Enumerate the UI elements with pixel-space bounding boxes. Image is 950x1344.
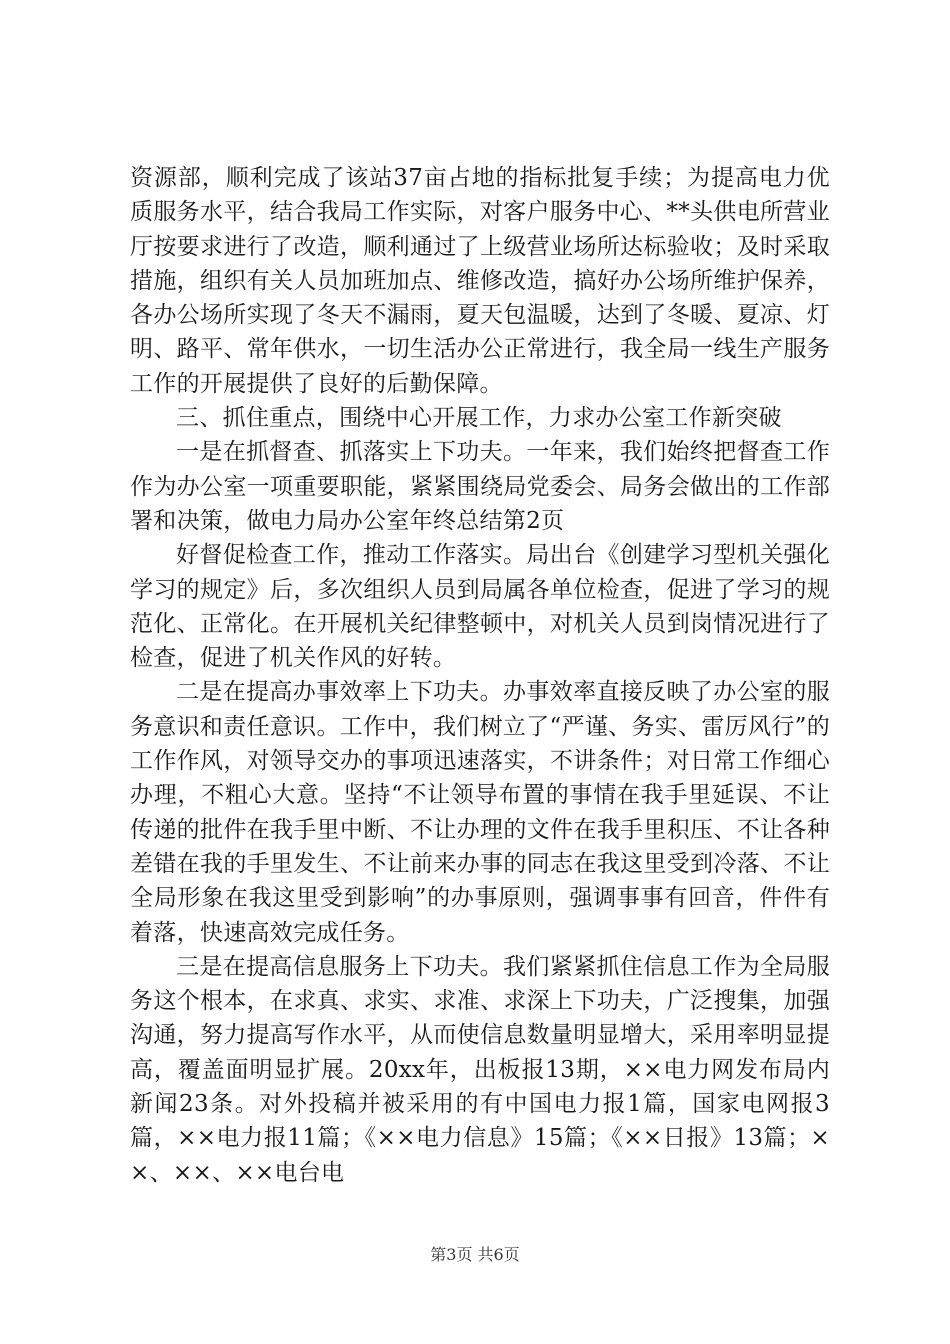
section-heading: 三、抓住重点，围绕中心开展工作，力求办公室工作新突破 bbox=[176, 405, 782, 432]
paragraph-information-service: 三是在提高信息服务上下功夫。我们紧紧抓住信息工作为全局服务这个根本，在求真、求实、求准、求深上下功夫，广泛搜集，加强沟通，努力提高写作水平，从而使信息数量明显增大，采用率明显提高，覆盖面明显扩展。20xx年，出板报13期，××电力网发布局内新闻23条。对外投稿并被采用的有中国电力报1篇，国家电网报3篇，××电力报11篇；《××电力信息》15篇；《××日报》13篇；××、××、××电台电 bbox=[130, 953, 830, 1186]
paragraph-continuation: 资源部，顺利完成了该站37亩占地的指标批复手续；为提高电力优质服务水平，结合我局工作实际，对客户服务中心、**头供电所营业厅按要求进行了改造，顺利通过了上级营业场所达标验收；及时采取措施，组织有关人员加班加点、维修改造，搞好办公场所维护保养，各办公场所实现了冬天不漏雨，夏天包温暖，达到了冬暖、夏凉、灯明、路平、常年供水，一切生活办公正常进行，我全局一线生产服务工作的开展提供了良好的后勤保障。 bbox=[130, 165, 830, 397]
paragraph-supervision-continued: 好督促检查工作，推动工作落实。局出台《创建学习型机关强化学习的规定》后，多次组织人员到局属各单位检查，促进了学习的规范化、正常化。在开展机关纪律整顿中，对机关人员到岗情况进行了检查，促进了机关作风的好转。 bbox=[130, 542, 830, 672]
paragraph-efficiency: 二是在提高办事效率上下功夫。办事效率直接反映了办公室的服务意识和责任意识。工作中，我们树立了“严谨、务实、雷厉风行”的工作作风，对领导交办的事项迅速落实，不讲条件；对日常工作细心办理，不粗心大意。坚持“不让领导布置的事情在我手里延误、不让传递的批件在我手里中断、不让办理的文件在我手里积压、不让各种差错在我的手里发生、不让前来办事的同志在我这里受到冷落、不让全局形象在我这里受到影响”的办事原则，强调事事有回音，件件有着落，快速高效完成任务。 bbox=[130, 679, 830, 946]
document-body bbox=[130, 161, 830, 1190]
paragraph-supervision: 一是在抓督查、抓落实上下功夫。一年来，我们始终把督查工作作为办公室一项重要职能，紧紧围绕局党委会、局务会做出的工作部署和决策，做电力局办公室年终总结第2页 bbox=[130, 439, 830, 534]
page-footer: 第3页 共6页 bbox=[430, 1245, 520, 1264]
